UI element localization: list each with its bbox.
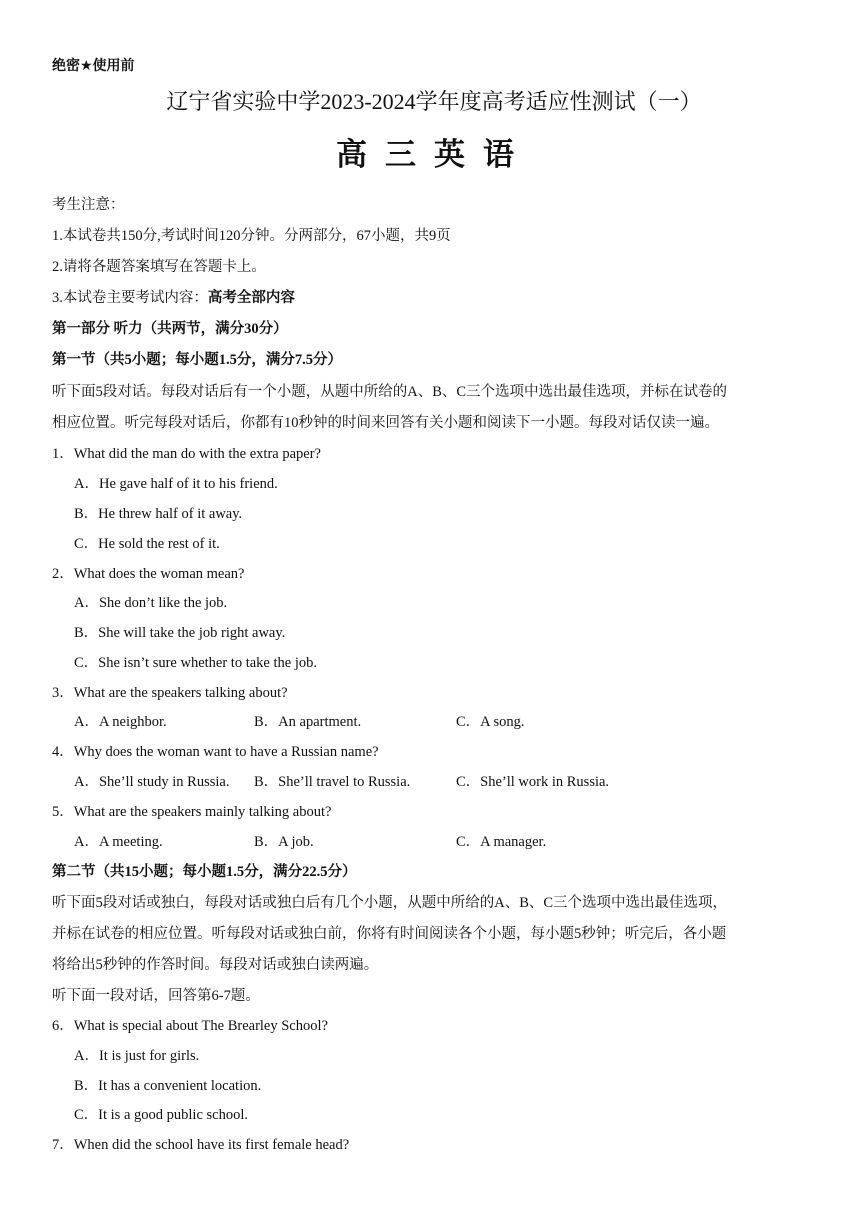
question-2-option-c: C．She isn’t sure whether to take the job. bbox=[74, 655, 317, 671]
question-5-option-b: B．A job. bbox=[254, 834, 314, 850]
question-6-option-b: B．It has a convenient location. bbox=[74, 1078, 262, 1094]
question-3-option-c: C．A song. bbox=[456, 714, 525, 730]
question-1-stem: 1．What did the man do with the extra paper? bbox=[52, 446, 321, 462]
section1-instructions-line2: 相应位置。听完每段对话后，你都有10秒钟的时间来回答有关小题和阅读下一小题。每段对话仅读一遍。 bbox=[52, 415, 719, 431]
question-5-stem: 5．What are the speakers mainly talking about? bbox=[52, 804, 332, 820]
question-3-option-b: B．An apartment. bbox=[254, 714, 362, 730]
notice-item-1: 1.本试卷共150分,考试时间120分钟。分两部分，67小题，共9页 bbox=[52, 228, 451, 244]
question-3-options bbox=[74, 712, 525, 732]
section2-instructions-line3: 将给出5秒钟的作答时间。每段对话或独白读两遍。 bbox=[52, 957, 379, 973]
question-6-option-a: A．It is just for girls. bbox=[74, 1048, 200, 1064]
section2-instructions-line2: 并标在试卷的相应位置。听每段对话或独白前，你将有时间阅读各个小题，每小题5秒钟；听完后，各小题 bbox=[52, 926, 727, 942]
section2-instructions-line1: 听下面5段对话或独白，每段对话或独白后有几个小题，从题中所给的A、B、C三个选项中选出最佳选项， bbox=[52, 895, 728, 911]
question-4-stem: 4．Why does the woman want to have a Russian name? bbox=[52, 744, 379, 760]
question-2-option-b: B．She will take the job right away. bbox=[74, 625, 286, 641]
question-6-stem: 6．What is special about The Brearley School? bbox=[52, 1018, 328, 1034]
part1-heading: 第一部分 听力（共两节，满分30分） bbox=[52, 321, 288, 337]
subject-title: 高三英语 bbox=[336, 137, 532, 172]
section2-sub-instruction: 听下面一段对话，回答第6-7题。 bbox=[52, 988, 260, 1004]
question-2-stem: 2．What does the woman mean? bbox=[52, 566, 245, 582]
question-3-stem: 3．What are the speakers talking about? bbox=[52, 685, 288, 701]
question-1-option-c: C．He sold the rest of it. bbox=[74, 536, 220, 552]
question-1-option-a: A．He gave half of it to his friend. bbox=[74, 476, 278, 492]
notice-item-2: 2.请将各题答案填写在答题卡上。 bbox=[52, 259, 266, 275]
section1-instructions-line1: 听下面5段对话。每段对话后有一个小题，从题中所给的A、B、C三个选项中选出最佳选项，并标在试卷的 bbox=[52, 384, 728, 400]
notice-item-3-bold: 高考全部内容 bbox=[207, 290, 295, 306]
confidential-label: 绝密★使用前 bbox=[52, 58, 135, 74]
section2-heading: 第二节（共15小题；每小题1.5分，满分22.5分） bbox=[52, 864, 357, 880]
question-6-option-c: C．It is a good public school. bbox=[74, 1107, 248, 1123]
section1-heading: 第一节（共5小题；每小题1.5分，满分7.5分） bbox=[52, 352, 342, 368]
question-4-option-b: B．She’ll travel to Russia. bbox=[254, 774, 411, 790]
question-4-option-c: C．She’ll work in Russia. bbox=[456, 774, 610, 790]
question-4-options bbox=[74, 772, 610, 792]
question-5-options bbox=[74, 832, 547, 852]
question-5-option-a: A．A meeting. bbox=[74, 834, 163, 850]
notice-heading: 考生注意： bbox=[52, 197, 125, 213]
question-2-option-a: A．She don’t like the job. bbox=[74, 595, 228, 611]
question-3-option-a: A．A neighbor. bbox=[74, 714, 167, 730]
question-5-option-c: C．A manager. bbox=[456, 834, 547, 850]
question-7-stem: 7．When did the school have its first female head? bbox=[52, 1137, 350, 1153]
notice-item-3-text: 3.本试卷主要考试内容： bbox=[52, 290, 208, 306]
question-1-option-b: B．He threw half of it away. bbox=[74, 506, 243, 522]
notice-item-3 bbox=[52, 288, 295, 308]
exam-title: 辽宁省实验中学2023-2024学年度高考适应性测试（一） bbox=[166, 89, 702, 114]
question-4-option-a: A．She’ll study in Russia. bbox=[74, 774, 230, 790]
